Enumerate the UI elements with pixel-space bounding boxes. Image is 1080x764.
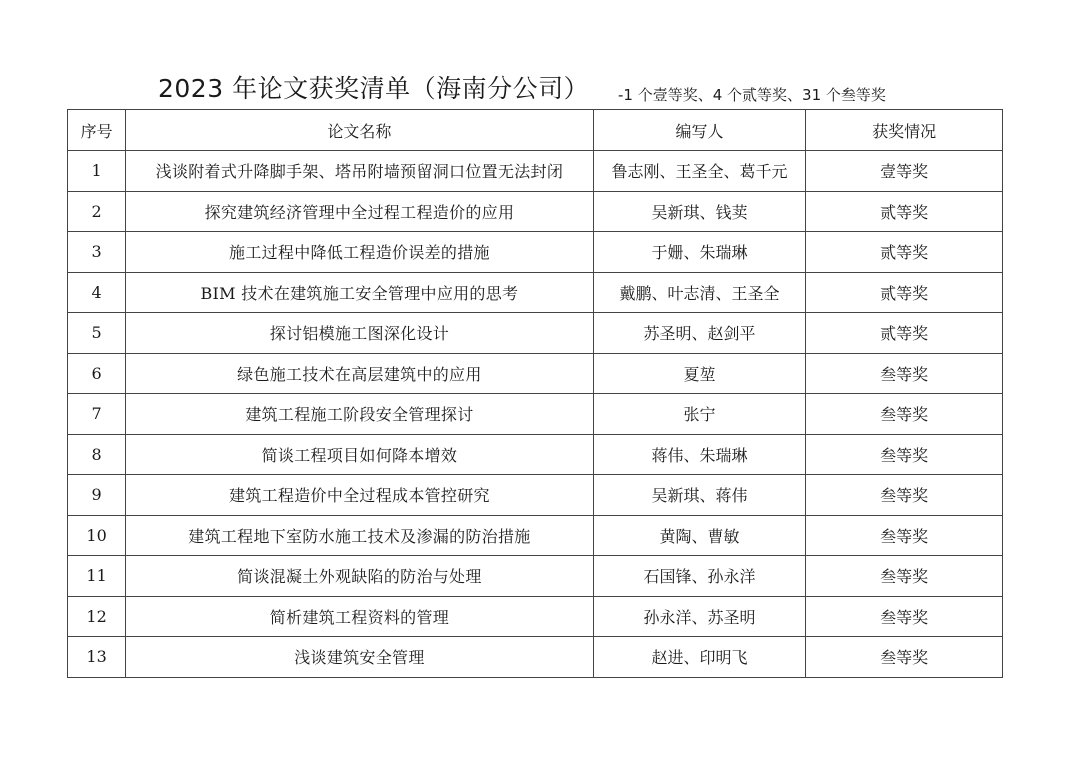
cell-award: 贰等奖 <box>806 272 1003 313</box>
cell-authors: 吴新琪、蒋伟 <box>593 475 806 516</box>
document-title <box>0 70 1080 110</box>
cell-authors: 吴新琪、钱荬 <box>593 191 806 232</box>
cell-authors: 苏圣明、赵剑平 <box>593 313 806 354</box>
cell-title: 绿色施工技术在高层建筑中的应用 <box>126 353 594 394</box>
table-row <box>68 394 1003 435</box>
cell-title: 建筑工程施工阶段安全管理探讨 <box>126 394 594 435</box>
table-row <box>68 191 1003 232</box>
cell-award: 叁等奖 <box>806 475 1003 516</box>
table-row <box>68 596 1003 637</box>
cell-authors: 戴鹏、叶志清、王圣全 <box>593 272 806 313</box>
table-row <box>68 637 1003 678</box>
title-main: 2023 年论文获奖清单（海南分公司） <box>158 74 590 103</box>
cell-title: 探究建筑经济管理中全过程工程造价的应用 <box>126 191 594 232</box>
cell-seq: 11 <box>68 556 126 597</box>
table-row <box>68 515 1003 556</box>
header-title: 论文名称 <box>126 110 594 151</box>
cell-title: 简析建筑工程资料的管理 <box>126 596 594 637</box>
cell-authors: 石国锋、孙永洋 <box>593 556 806 597</box>
cell-award: 叁等奖 <box>806 596 1003 637</box>
cell-award: 叁等奖 <box>806 637 1003 678</box>
cell-authors: 张宁 <box>593 394 806 435</box>
cell-authors: 黄陶、曹敏 <box>593 515 806 556</box>
table-row <box>68 556 1003 597</box>
table-row <box>68 232 1003 273</box>
table-row <box>68 434 1003 475</box>
table-row <box>68 313 1003 354</box>
cell-award: 叁等奖 <box>806 515 1003 556</box>
cell-award: 叁等奖 <box>806 394 1003 435</box>
cell-seq: 7 <box>68 394 126 435</box>
cell-seq: 4 <box>68 272 126 313</box>
cell-title: BIM 技术在建筑施工安全管理中应用的思考 <box>126 272 594 313</box>
title-summary: -1 个壹等奖、4 个贰等奖、31 个叁等奖 <box>618 86 886 104</box>
cell-award: 贰等奖 <box>806 313 1003 354</box>
cell-authors: 蒋伟、朱瑞琳 <box>593 434 806 475</box>
cell-title: 浅谈附着式升降脚手架、塔吊附墙预留洞口位置无法封闭 <box>126 151 594 192</box>
table-row <box>68 151 1003 192</box>
cell-title: 施工过程中降低工程造价误差的措施 <box>126 232 594 273</box>
header-authors: 编写人 <box>593 110 806 151</box>
cell-award: 贰等奖 <box>806 232 1003 273</box>
table-row <box>68 353 1003 394</box>
cell-authors: 夏堃 <box>593 353 806 394</box>
cell-seq: 2 <box>68 191 126 232</box>
cell-seq: 9 <box>68 475 126 516</box>
cell-seq: 3 <box>68 232 126 273</box>
header-award: 获奖情况 <box>806 110 1003 151</box>
cell-seq: 8 <box>68 434 126 475</box>
cell-award: 叁等奖 <box>806 434 1003 475</box>
cell-title: 浅谈建筑安全管理 <box>126 637 594 678</box>
table-row <box>68 475 1003 516</box>
cell-seq: 13 <box>68 637 126 678</box>
table-row <box>68 272 1003 313</box>
cell-seq: 12 <box>68 596 126 637</box>
cell-title: 简谈工程项目如何降本增效 <box>126 434 594 475</box>
cell-seq: 10 <box>68 515 126 556</box>
cell-authors: 鲁志刚、王圣全、葛千元 <box>593 151 806 192</box>
header-seq: 序号 <box>68 110 126 151</box>
cell-authors: 赵进、印明飞 <box>593 637 806 678</box>
table-header-row <box>68 110 1003 151</box>
cell-authors: 孙永洋、苏圣明 <box>593 596 806 637</box>
cell-award: 贰等奖 <box>806 191 1003 232</box>
cell-title: 建筑工程地下室防水施工技术及渗漏的防治措施 <box>126 515 594 556</box>
award-table <box>67 109 1003 678</box>
cell-award: 叁等奖 <box>806 556 1003 597</box>
cell-title: 探讨铝模施工图深化设计 <box>126 313 594 354</box>
cell-award: 叁等奖 <box>806 353 1003 394</box>
cell-title: 简谈混凝土外观缺陷的防治与处理 <box>126 556 594 597</box>
cell-award: 壹等奖 <box>806 151 1003 192</box>
cell-seq: 6 <box>68 353 126 394</box>
cell-seq: 5 <box>68 313 126 354</box>
cell-title: 建筑工程造价中全过程成本管控研究 <box>126 475 594 516</box>
cell-authors: 于姗、朱瑞琳 <box>593 232 806 273</box>
cell-seq: 1 <box>68 151 126 192</box>
